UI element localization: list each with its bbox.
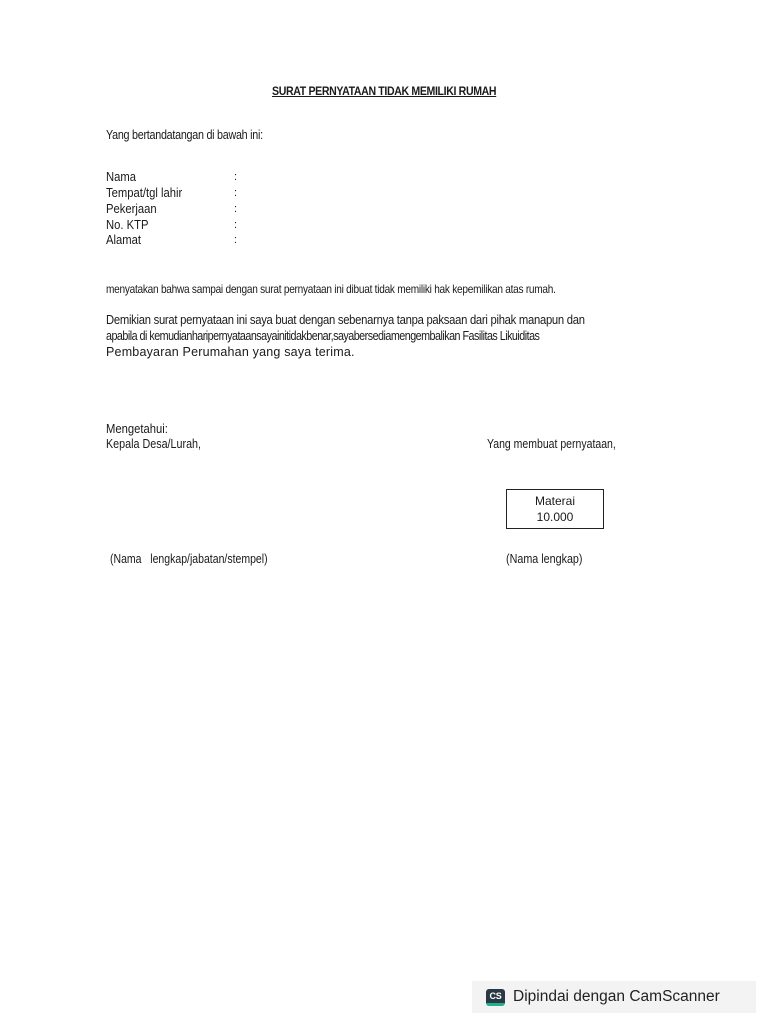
field-colon-tempat-tgl-lahir: : — [234, 187, 238, 199]
closing-line-2: apabila di kemudianharipernyataansayainitidakbenar,sayabersediamengembalikan Fasilitas Likuiditas — [106, 329, 540, 343]
field-label-no-ktp: No. KTP — [106, 218, 149, 232]
declarant-name-placeholder: (Nama lengkap) — [506, 552, 583, 566]
village-head-name-placeholder: (Nama lengkap/jabatan/stempel) — [110, 552, 268, 566]
closing-line-1: Demikian surat pernyataan ini saya buat dengan sebenarnya tanpa paksaan dari pihak manapun dan — [106, 313, 585, 327]
field-label-nama: Nama — [106, 170, 137, 184]
document-title: SURAT PERNYATAAN TIDAK MEMILIKI RUMAH — [272, 84, 497, 98]
intro-text: Yang bertandatangan di bawah ini: — [106, 128, 263, 142]
stamp-duty-label: Materai — [534, 494, 575, 508]
field-colon-pekerjaan: : — [234, 203, 238, 215]
camscanner-text: Dipindai dengan CamScanner — [513, 988, 720, 1005]
field-colon-alamat: : — [234, 234, 238, 246]
field-colon-nama: : — [234, 171, 238, 183]
field-colon-no-ktp: : — [234, 219, 238, 231]
closing-paragraph — [106, 312, 706, 360]
declarant-label: Yang membuat pernyataan, — [487, 437, 616, 451]
statement-paragraph: menyatakan bahwa sampai dengan surat pernyataan ini dibuat tidak memiliki hak kepemilikan atas rumah. — [106, 282, 556, 296]
village-head-label: Kepala Desa/Lurah, — [106, 437, 202, 451]
camscanner-watermark — [472, 981, 756, 1013]
stamp-duty-box — [506, 489, 604, 529]
acknowledged-label: Mengetahui: — [106, 422, 168, 436]
closing-line-3: Pembayaran Perumahan yang saya terima. — [106, 345, 355, 359]
field-label-tempat-tgl-lahir: Tempat/tgl lahir — [106, 186, 183, 200]
field-label-pekerjaan: Pekerjaan — [106, 202, 157, 216]
field-label-alamat: Alamat — [106, 233, 142, 247]
stamp-duty-value: 10.000 — [536, 510, 574, 524]
camscanner-logo-icon: CS — [486, 989, 505, 1006]
